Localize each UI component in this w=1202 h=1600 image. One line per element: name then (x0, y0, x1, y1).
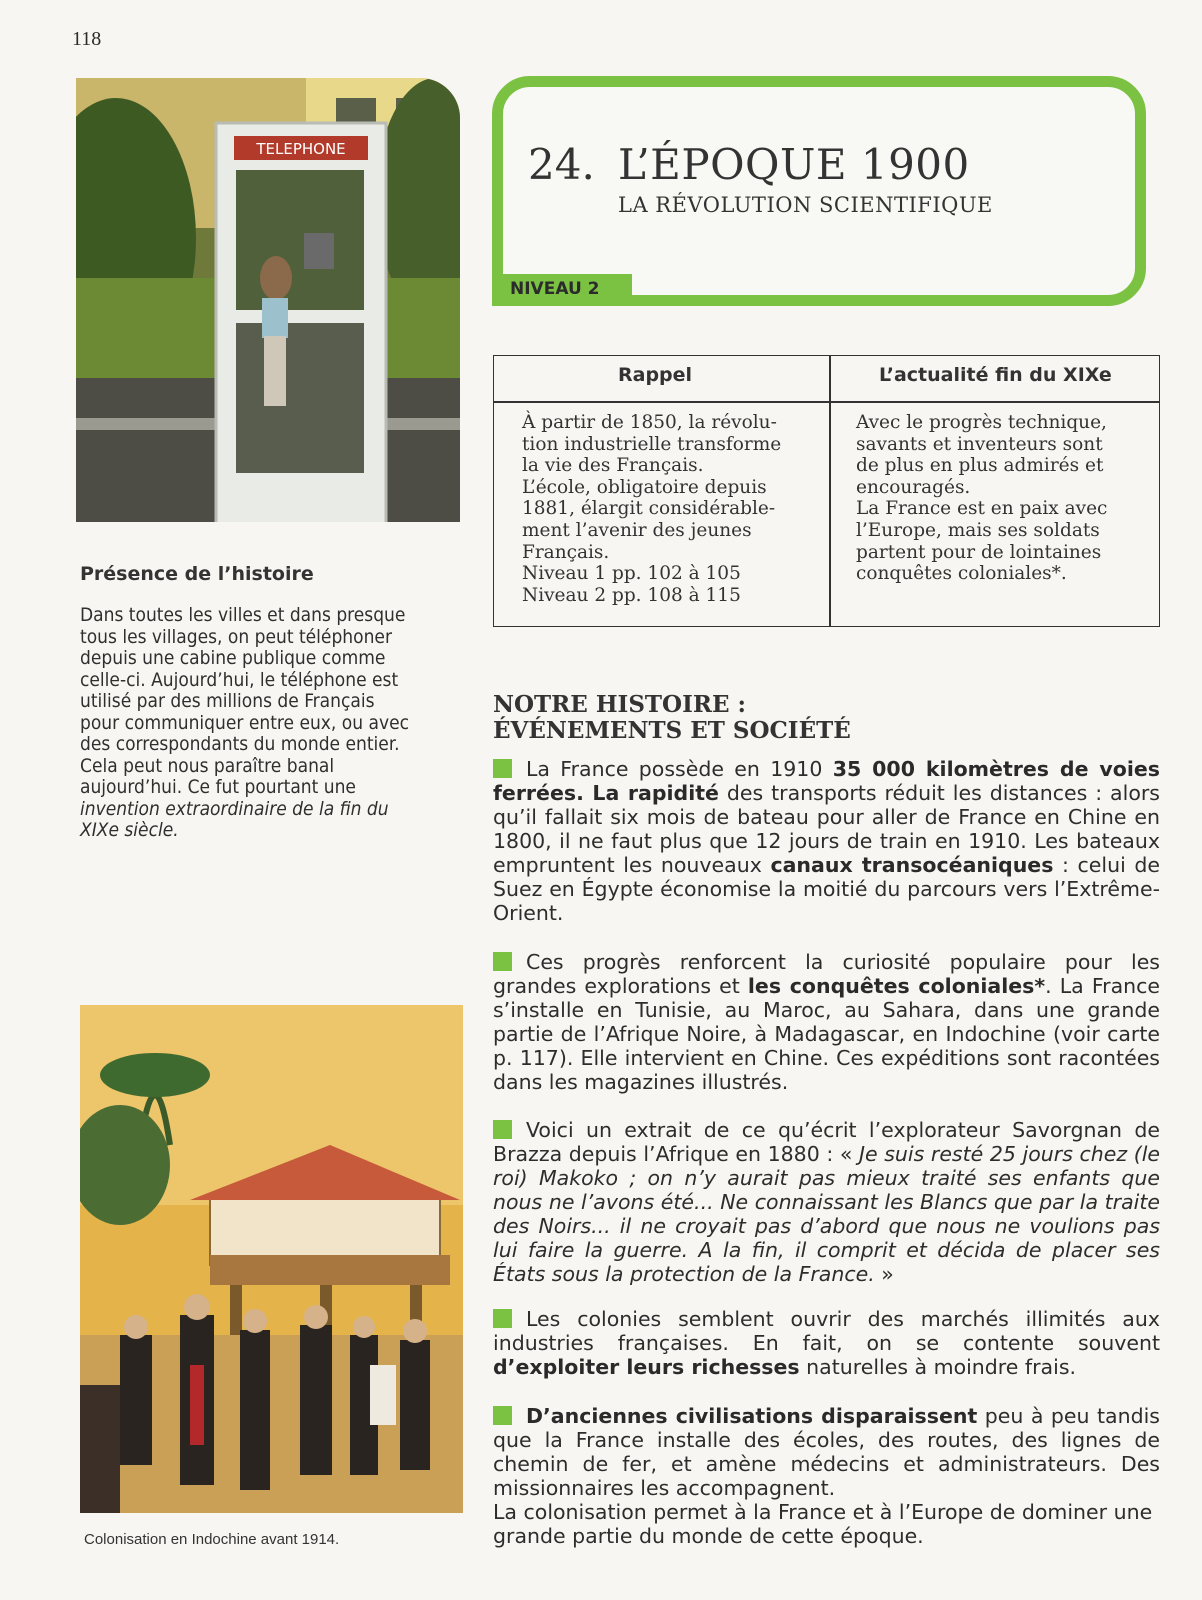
table-line: l’Europe, mais ses soldats (856, 519, 1100, 541)
table-line: L’école, obligatoire depuis (522, 476, 767, 498)
table-line: partent pour de lointaines (856, 541, 1102, 563)
indochine-caption: Colonisation en Indochine avant 1914. (84, 1531, 340, 1548)
table-line: conquêtes coloniales*. (856, 563, 1067, 585)
paragraph-railways (493, 757, 1160, 925)
section-heading-line: NOTRE HISTOIRE : (493, 691, 746, 718)
paragraph-brazza (493, 1118, 1160, 1286)
paragraph-text: des transports réduit les distances : alors qu’il fallait six mois de bateau pour aller de France en Chine en 1800, il ne faut plus que 12 jours de train en 1910. Les bateaux empruntent les nouveaux (493, 781, 1160, 877)
paragraph-bold: D’anciennes civilisations disparaissent (526, 1404, 978, 1428)
green-bullet-icon (493, 759, 512, 778)
table-line: À partir de 1850, la révolu- (522, 412, 777, 433)
paragraph-text: naturelles à moindre frais. (799, 1355, 1077, 1379)
chapter-title-box (492, 76, 1146, 306)
paragraph-text: » (874, 1262, 894, 1286)
paragraph-bold: les conquêtes coloniales* (747, 974, 1046, 998)
presence-line: des correspondants du monde entier. (80, 733, 400, 755)
rappel-table (493, 355, 1160, 627)
paragraph-text: Voici un extrait de ce qu’écrit l’explorateur Savorgnan de Brazza depuis l’Afrique en 1880 : « (493, 1118, 1160, 1166)
phone-booth-photo (76, 78, 460, 522)
chapter-subtitle: LA RÉVOLUTION SCIENTIFIQUE (618, 193, 993, 217)
page-number: 118 (72, 28, 102, 50)
presence-line: pour communiquer entre eux, ou avec (80, 711, 409, 734)
chapter-title: L’ÉPOQUE 1900 (618, 140, 970, 189)
table-line: de plus en plus admirés et (856, 455, 1104, 477)
paragraph-bold: La rapidité (592, 781, 719, 805)
presence-line: Dans toutes les villes et dans presque (80, 604, 406, 626)
table-header-rappel: Rappel (618, 364, 693, 386)
table-line: Niveau 1 pp. 102 à 105 (522, 563, 741, 585)
table-cell-rappel (522, 412, 812, 606)
section-heading-line: ÉVÉNEMENTS ET SOCIÉTÉ (493, 717, 851, 744)
presence-line: aujourd’hui. Ce fut pourtant une (80, 776, 356, 798)
paragraph-bold: canaux transocéaniques (770, 853, 1054, 877)
presence-line: depuis une cabine publique comme (80, 647, 386, 669)
table-line: ment l’avenir des jeunes (522, 519, 752, 541)
paragraph-text: peu à peu tandis que la France installe des écoles, des routes, des lignes de chemin de fer, et amène médecins et administrateurs. Des missionnaires les accompagnent. (493, 1404, 1160, 1500)
level-badge: NIVEAU 2 (492, 274, 632, 306)
table-line: Français. (522, 541, 610, 563)
green-bullet-icon (493, 1309, 512, 1328)
chapter-number: 24. (528, 140, 595, 189)
table-line: Avec le progrès technique, (856, 412, 1107, 433)
green-bullet-icon (493, 1120, 512, 1139)
table-header-actualite: L’actualité fin du XIXe (879, 364, 1112, 386)
presence-title: Présence de l’histoire (80, 563, 314, 585)
paragraph-text: : celui de Suez en Égypte économise la moitié du parcours vers l’Extrême-Orient. (493, 853, 1161, 925)
presence-line: utilisé par des millions de Français (80, 690, 375, 712)
green-bullet-icon (493, 952, 512, 971)
table-line: Niveau 2 pp. 108 à 115 (522, 584, 741, 606)
paragraph-colonies (493, 950, 1160, 1094)
paragraph-text: La colonisation permet à la France et à l’Europe de dominer une grande partie du monde de cette époque. (493, 1500, 1153, 1548)
paragraph-text: . La France s’installe en Tunisie, au Maroc, au Sahara, dans une grande partie de l’Afrique Noire, à Madagascar, en Indochine (voir carte p. 117). Elle intervient en Chine. Ces expéditions sont racontées dans les magazines illustrés. (493, 974, 1161, 1094)
paragraph-bold: d’exploiter leurs richesses (493, 1355, 800, 1379)
indochine-illustration (80, 1005, 463, 1513)
paragraph-civilisations (493, 1404, 1160, 1548)
paragraph-text: Ces progrès renforcent la curiosité populaire pour les grandes explorations et (493, 950, 1160, 998)
table-cell-actualite (856, 412, 1146, 585)
presence-line: Cela peut nous paraître banal (80, 754, 335, 777)
presence-line: invention extraordinaire de la fin du (80, 797, 389, 820)
table-column-divider (829, 356, 831, 626)
presence-text (80, 605, 460, 842)
presence-line: celle-ci. Aujourd’hui, le téléphone est (80, 668, 399, 691)
green-bullet-icon (493, 1406, 512, 1425)
table-line: tion industrielle transforme (522, 433, 782, 455)
paragraph-bold: . (576, 781, 593, 805)
paragraph-quote: Je suis resté 25 jours chez (le roi) Makoko ; on n’y aurait pas mieux traité ses enfants que nous ne l’avons été... Ne connaissant les Blancs que par la traite des Noirs... il ne croyait pas d’abord que nous ne voulions pas lui faire la guerre. A la fin, il comprit et décida de placer ses États sous la protection de la France. (493, 1142, 1161, 1286)
table-header-divider (494, 401, 1159, 403)
table-line: encouragés. (856, 476, 971, 498)
paragraph-bold: 35 000 kilomètres de voies ferrées (493, 757, 1160, 805)
phone-booth-illustration (216, 123, 386, 522)
presence-line: tous les villages, on peut téléphoner (80, 625, 392, 648)
presence-line: XIXe siècle. (80, 819, 179, 841)
paragraph-text: Les colonies semblent ouvrir des marchés illimités aux industries françaises. En fait, on se contente souvent (493, 1307, 1160, 1355)
paragraph-markets (493, 1307, 1160, 1379)
table-line: savants et inventeurs sont (856, 433, 1103, 455)
table-line: La France est en paix avec (856, 498, 1108, 520)
table-line: la vie des Français. (522, 455, 704, 477)
section-heading (493, 692, 851, 744)
paragraph-text: La France possède en 1910 (526, 757, 833, 781)
table-line: 1881, élargit considérable- (522, 498, 776, 520)
telephone-sign-text: TELEPHONE (256, 140, 346, 158)
